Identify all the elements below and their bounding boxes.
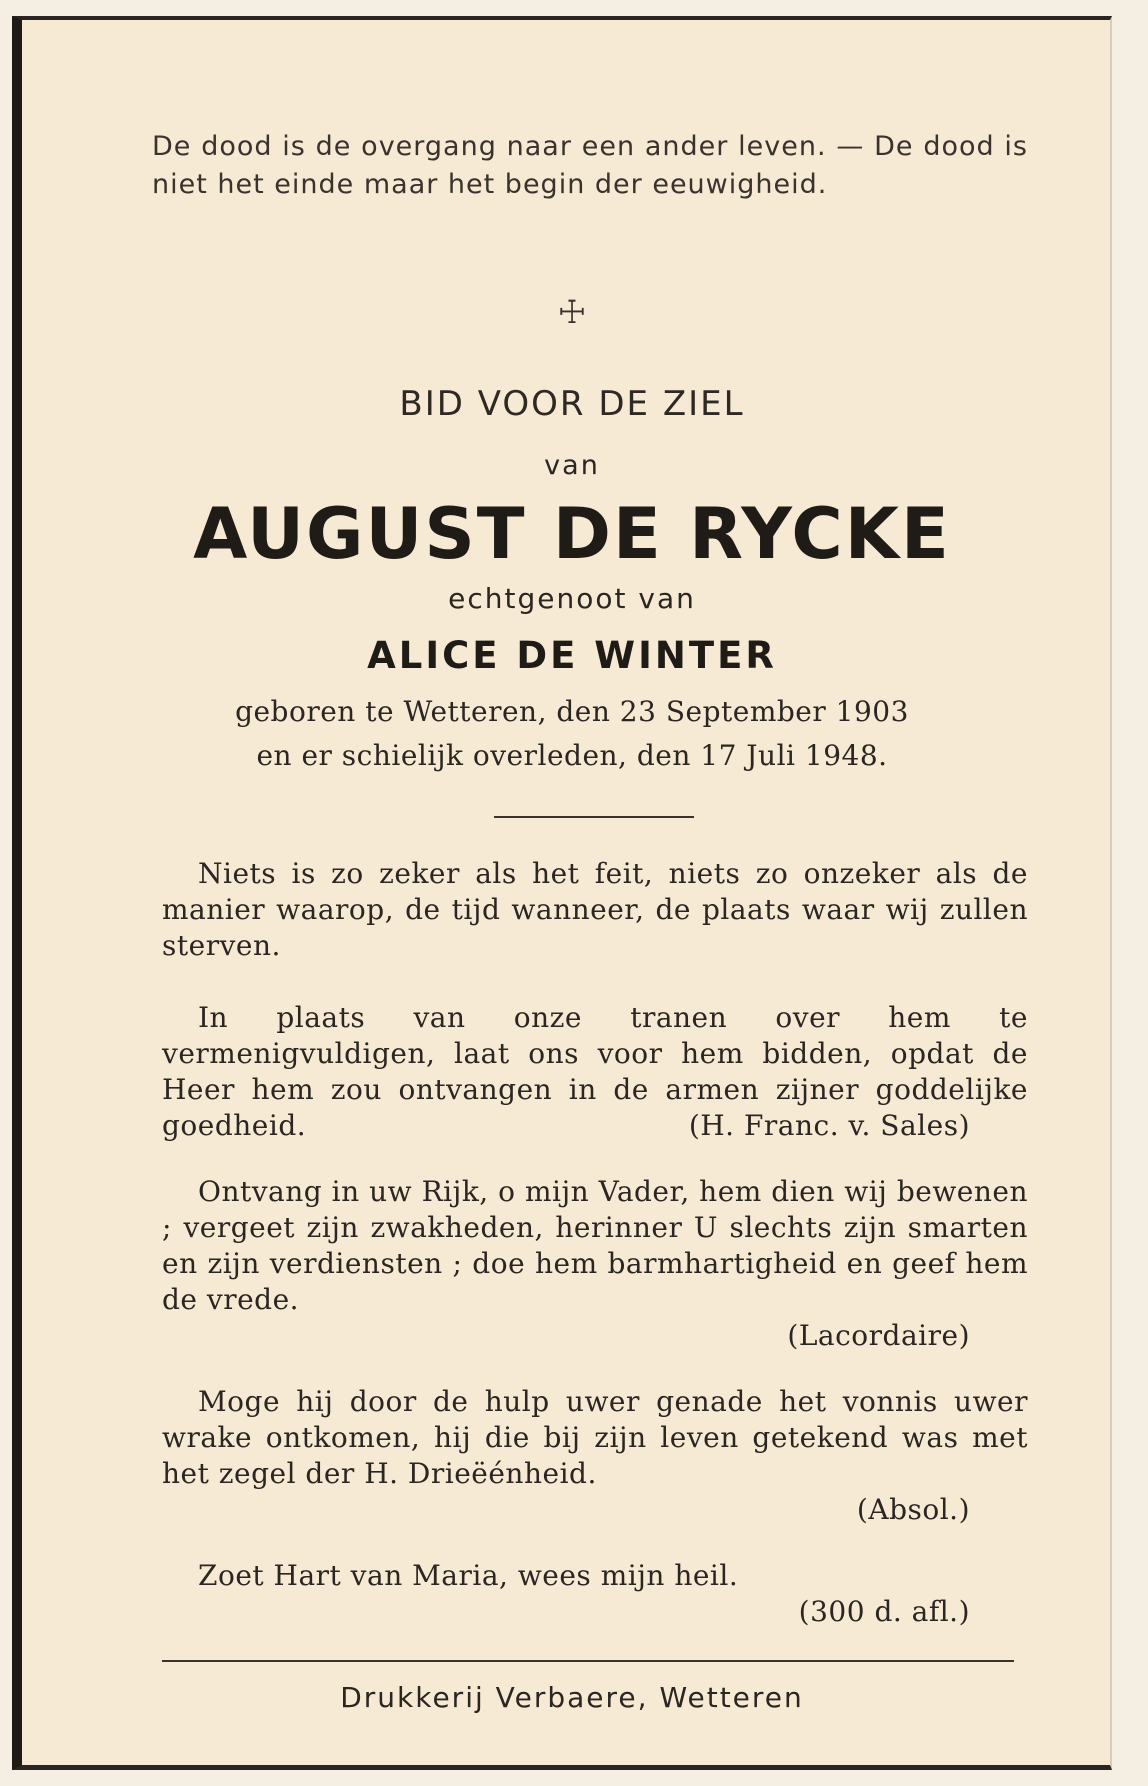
motto-line-2: — De dood is niet het einde maar het begin der eeuwigheid. (152, 131, 1028, 200)
memorial-card (12, 16, 1112, 1770)
paragraph-1 (162, 856, 1028, 964)
spouse-of-text: echtgenoot van (448, 582, 696, 615)
paragraph-3 (162, 1174, 1028, 1318)
attribution-lacordaire: (Lacordaire) (787, 1319, 970, 1352)
pray-heading: BID VOOR DE ZIEL (399, 384, 745, 424)
birth-line: geboren te Wetteren, den 23 September 1903 (235, 695, 909, 728)
van-text: van (544, 450, 600, 481)
paragraph-5-text: Zoet Hart van Maria, wees mijn heil. (198, 1559, 739, 1592)
paragraph-3-text: Ontvang in uw Rijk, o mijn Vader, hem dien wij bewenen ; vergeet zijn zwakheden, herinner U slechts zijn smarten en zijn verdiensten ; doe hem barmhartigheid en geef hem de vrede. (162, 1175, 1028, 1316)
attribution-indulgence: (300 d. afl.) (798, 1595, 970, 1628)
paragraph-2-text: In plaats van onze tranen over hem te vermenigvuldigen, laat ons voor hem bidden, opdat de Heer hem zou ontvangen in de armen zijner goddelijke goedheid. (162, 1001, 1028, 1142)
printer-credit: Drukkerij Verbaere, Wetteren (340, 1681, 804, 1714)
attribution-sales: (H. Franc. v. Sales) (688, 1109, 970, 1142)
deceased-name: AUGUST DE RYCKE (193, 493, 951, 575)
paragraph-1-text: Niets is zo zeker als het feit, niets zo onzeker als de manier waarop, de tijd wanneer, de plaats waar wij zullen sterven. (162, 857, 1028, 962)
short-divider (494, 816, 694, 818)
paragraph-4 (162, 1384, 1028, 1492)
cross-icon: ☩ (557, 293, 587, 331)
attribution-absol: (Absol.) (856, 1493, 970, 1526)
paragraph-4-text: Moge hij door de hulp uwer genade het vonnis uwer wrake ontkomen, hij die bij zijn leven getekend was met het zegel der H. Drieëénheid. (162, 1385, 1028, 1490)
motto-text (152, 128, 1028, 204)
long-divider (162, 1660, 1014, 1662)
death-line: en er schielijk overleden, den 17 Juli 1948. (256, 739, 888, 772)
paragraph-5 (162, 1558, 1028, 1594)
spouse-name: ALICE DE WINTER (367, 634, 777, 677)
motto-line-1: De dood is de overgang naar een ander leven. (152, 131, 827, 162)
birth-death-text (22, 690, 1122, 778)
